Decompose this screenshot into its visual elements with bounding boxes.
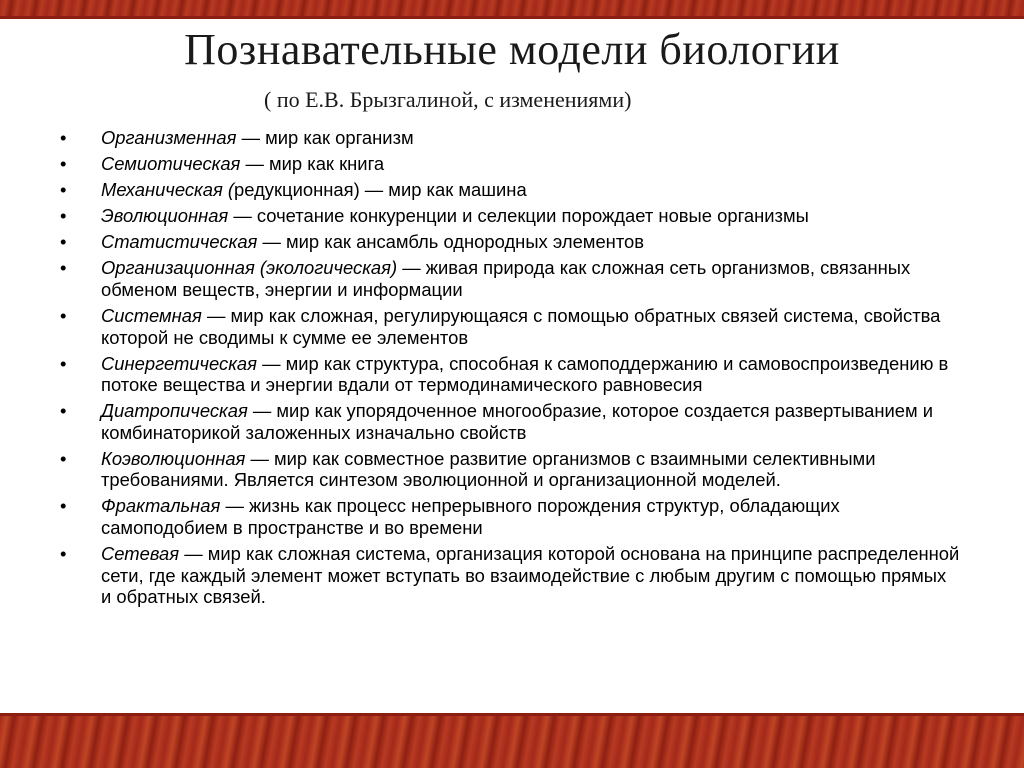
model-description: редукционная) — мир как машина [234, 179, 527, 201]
model-term: Семиотическая [101, 153, 246, 175]
model-term: Механическая ( [101, 179, 235, 201]
model-description: — живая природа как сложная сеть организмов, связанных обменом веществ, энергии и информации [101, 257, 911, 300]
top-decorative-band [0, 0, 1024, 16]
bullet-icon: • [60, 205, 67, 227]
model-description: — жизнь как процесс непрерывного порождения структур, обладающих самоподобием в пространстве и во времени [101, 495, 840, 538]
bullet-icon: • [60, 231, 67, 253]
content-area [60, 127, 960, 612]
model-description: — мир как книга [245, 153, 385, 175]
list-item [60, 231, 960, 253]
model-term: Коэволюционная [101, 447, 246, 469]
model-term: Организационная (экологическая) [101, 257, 403, 279]
models-list [60, 127, 960, 608]
list-item [60, 543, 960, 608]
bullet-icon: • [60, 127, 67, 148]
list-item [60, 153, 960, 175]
model-description: — мир как ансамбль однородных элементов [257, 231, 645, 253]
bullet-icon: • [60, 447, 67, 469]
bottom-decorative-band [0, 716, 1024, 768]
bullet-icon: • [60, 153, 67, 175]
bullet-icon: • [60, 400, 67, 422]
list-item [60, 305, 960, 348]
model-term: Синергетическая [101, 352, 257, 374]
bullet-icon: • [60, 352, 67, 374]
list-item [60, 257, 960, 300]
top-divider [0, 16, 1024, 19]
list-item [60, 127, 960, 149]
model-term: Эволюционная [101, 205, 234, 227]
bullet-icon: • [60, 543, 67, 565]
model-term: Организменная [101, 127, 242, 148]
model-term: Системная [101, 305, 202, 327]
bullet-icon: • [60, 495, 67, 517]
model-term: Диатропическая [101, 400, 248, 422]
list-item [60, 448, 960, 491]
bullet-icon: • [60, 305, 67, 327]
slide-title: Познавательные модели биологии [184, 25, 840, 74]
model-description: — мир как структура, способная к самоподдержанию и самовоспроизведению в потоке вещества и энергии вдали от термодинамического равновесия [101, 352, 949, 396]
bullet-icon: • [60, 179, 67, 201]
list-item [60, 353, 960, 396]
model-description: — мир как упорядоченное многообразие, которое создается развертыванием и комбинаторикой заложенных изначально свойств [101, 400, 934, 443]
model-description: — мир как организм [241, 127, 414, 148]
model-description: — мир как совместное развитие организмов с взаимными селективными требованиями. Является синтезом эволюционной и организационной моделей. [101, 447, 876, 491]
model-term: Сетевая [101, 543, 180, 565]
slide-subtitle: ( по Е.В. Брызгалиной, с изменениями) [264, 87, 632, 112]
list-item [60, 205, 960, 227]
model-term: Статистическая [101, 231, 258, 253]
list-item [60, 495, 960, 538]
model-description: — сочетание конкуренции и селекции порождает новые организмы [233, 205, 809, 227]
model-term: Фрактальная [101, 495, 221, 517]
model-description: — мир как сложная система, организация которой основана на принципе распределенной сети, где каждый элемент может вступать во взаимодействие с любым другим с помощью прямых и обратных связей. [101, 543, 960, 608]
bullet-icon: • [60, 257, 67, 279]
list-item [60, 400, 960, 443]
model-description: — мир как сложная, регулирующаяся с помощью обратных связей система, свойства которой не сводимы к сумме ее элементов [101, 305, 941, 348]
list-item [60, 179, 960, 201]
